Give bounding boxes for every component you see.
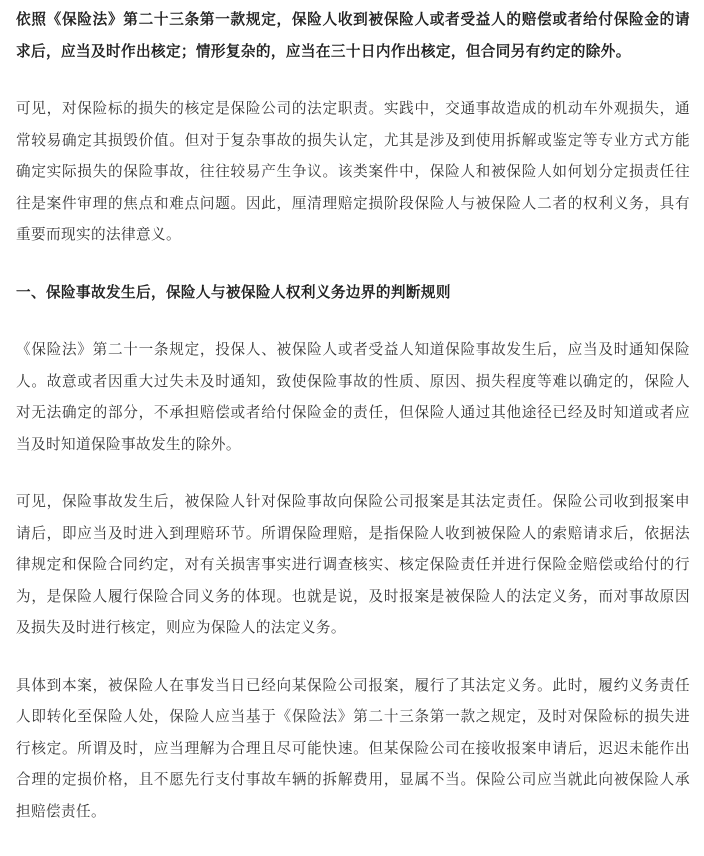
section-heading-1: 一、保险事故发生后，保险人与被保险人权利义务边界的判断规则 [16, 283, 451, 301]
paragraph-loss-assessment: 可见，对保险标的损失的核定是保险公司的法定职责。实践中，交通事故造成的机动车外观损失，通常较易确定其损毁价值。但对于复杂事故的损失认定，尤其是涉及到使用拆解或鉴定等专业方式方能确定实际损失的保险事故，往往较易产生争议。该类案件中，保险人和被保险人如何划分定损责任往往是案件审理的焦点和难点问题。因此，厘清理赔定损阶段保险人与被保险人二者的权利义务，具有重要而现实的法律意义。 [16, 100, 690, 243]
paragraph-claim-obligation: 可见，保险事故发生后，被保险人针对保险事故向保险公司报案是其法定责任。保险公司收到报案申请后，即应当及时进入到理赔环节。所谓保险理赔，是指保险人收到被保险人的索赔请求后，依据法律规定和保险合同约定，对有关损害事实进行调查核实、核定保险责任并进行保险金赔偿或给付的行为，是保险人履行保险合同义务的体现。也就是说，及时报案是被保险人的法定义务，而对事故原因及损失及时进行核定，则应为保险人的法定义务。 [16, 493, 690, 636]
paragraph-case-application: 具体到本案，被保险人在事发当日已经向某保险公司报案，履行了其法定义务。此时，履约义务责任人即转化至保险人处，保险人应当基于《保险法》第二十三条第一款之规定，及时对保险标的损失进行核定。所谓及时，应当理解为合理且尽可能快速。但某保险公司在接收报案申请后，迟迟未能作出合理的定损价格，且不愿先行支付事故车辆的拆解费用，显属不当。保险公司应当就此向被保险人承担赔偿责任。 [16, 676, 690, 820]
paragraph-legal-basis: 依照《保险法》第二十三条第一款规定，保险人收到被保险人或者受益人的赔偿或者给付保险金的请求后，应当及时作出核定；情形复杂的，应当在三十日内作出核定，但合同另有约定的除外。 [16, 11, 690, 60]
paragraph-article-21: 《保险法》第二十一条规定，投保人、被保险人或者受益人知道保险事故发生后，应当及时通知保险人。故意或者因重大过失未及时通知，致使保险事故的性质、原因、损失程度等难以确定的，保险人对无法确定的部分，不承担赔偿或者给付保险金的责任，但保险人通过其他途径已经及时知道或者应当及时知道保险事故发生的除外。 [16, 341, 690, 453]
